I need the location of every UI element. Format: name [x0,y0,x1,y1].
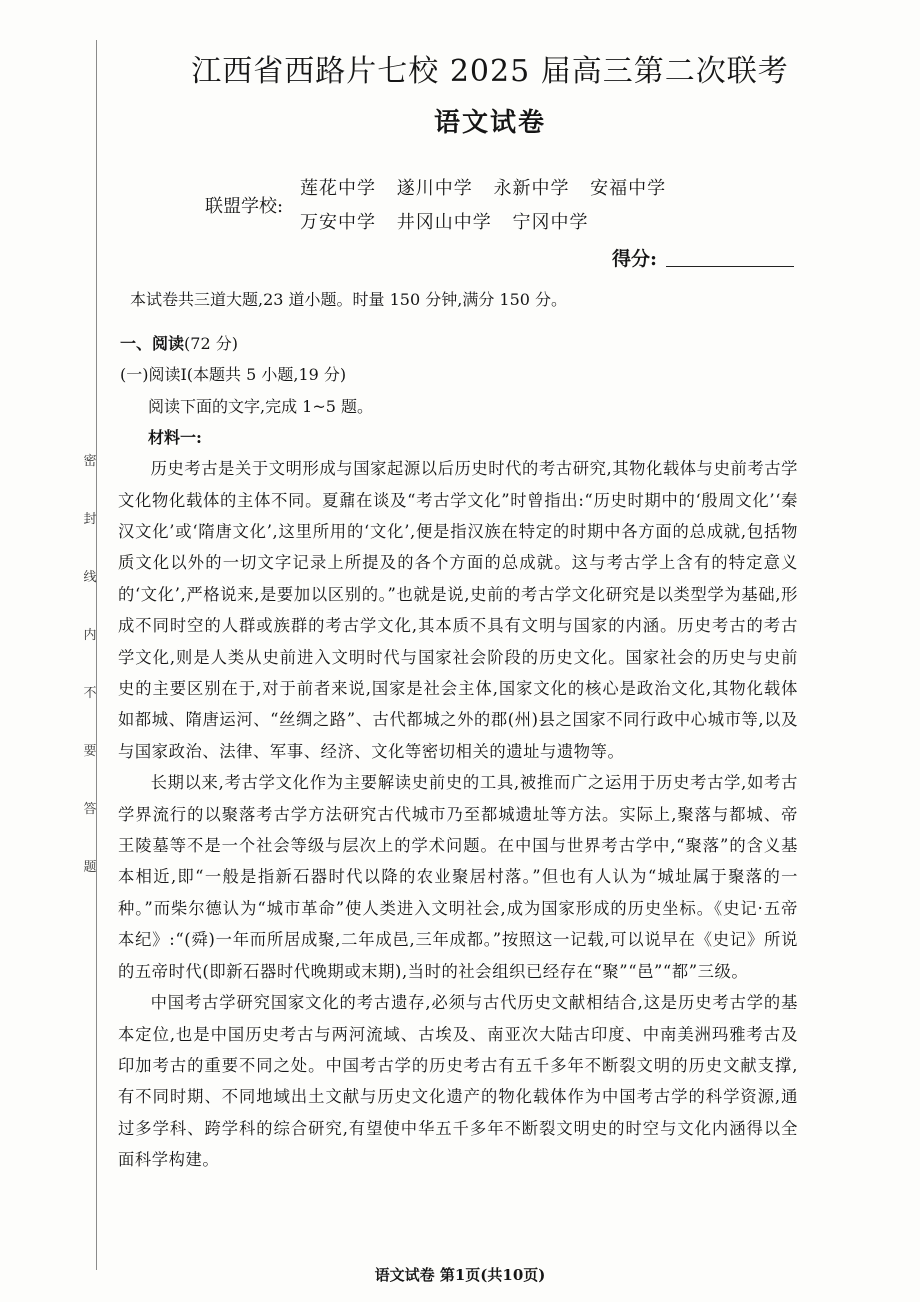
binding-mark: 内 [83,628,97,643]
paragraph-1: 历史考古是关于文明形成与国家起源以后历史时代的考古研究,其物化载体与史前考古学文化物化载体的主体不同。夏鼐在谈及“考古学文化”时曾指出:“历史时期中的‘殷周文化’‘秦汉文化’或‘隋唐文化’,这里所用的‘文化’,便是指汉族在特定的时期中各方面的总成就,包括物质文化以外的一切文字记录上所提及的各个方面的总成就。这与考古学上含有的特定意义的‘文化’,严格说来,是要加以区别的。”也就是说,史前的考古学文化研究是以类型学为基础,形成不同时空的人群或族群的考古学文化,其本质不具有文明与国家的内涵。历史考古的考古学文化,则是人类从史前进入文明时代与国家社会阶段的历史文化。国家社会的历史与史前史的主要区别在于,对于前者来说,国家是社会主体,国家文化的核心是政治文化,其物化载体如都城、隋唐运河、“丝绸之路”、古代都城之外的郡(州)县之国家不同行政中心城市等,以及与国家政治、法律、军事、经济、文化等密切相关的遗址与遗物等。 [118,459,798,761]
page-footer: 语文试卷 第1页(共10页) [374,1266,546,1284]
binding-marks [80,450,100,914]
section-heading [118,328,798,359]
binding-mark: 题 [83,860,97,875]
binding-mark: 线 [83,570,97,585]
paragraph-2: 长期以来,考古学文化作为主要解读史前史的工具,被推而广之运用于历史考古学,如考古学界流行的以聚落考古学方法研究古代城市乃至都城遗址等方法。实际上,聚落与都城、帝王陵墓等不是一个社会等级与层次上的学术问题。在中国与世界考古学中,“聚落”的含义基本相近,即“一般是指新石器时代以降的农业聚居村落。”但也有人认为“城址属于聚落的一种。”而柴尔德认为“城市革命”使人类进入文明社会,成为国家形成的历史坐标。《史记·五帝本纪》:“(舜)一年而所居成聚,二年成邑,三年成都。”按照这一记载,可以说早在《史记》所说的五帝时代(即新石器时代晚期或末期),当时的社会组织已经存在“聚”“邑”“都”三级。 [118,773,798,981]
section-directions: 阅读下面的文字,完成 1~5 题。 [148,396,374,416]
binding-mark: 不 [83,686,97,701]
binding-mark: 答 [83,802,97,817]
section-heading-text: 一、阅读 [120,334,185,353]
exam-subtitle: 语文试卷 [433,108,546,138]
reading-section [118,328,798,1176]
schools-row-2: 万安中学 井冈山中学 宁冈中学 [300,212,589,233]
score-label: 得分: [612,248,658,270]
section-subheading: (一)阅读Ⅰ(本题共 5 小题,19 分) [120,365,347,385]
section-heading-points: (72 分) [184,334,238,353]
binding-mark: 要 [83,744,97,759]
binding-mark: 封 [83,512,97,527]
paragraph-3: 中国考古学研究国家文化的考古遗存,必须与古代历史文献相结合,这是历史考古学的基本定位,也是中国历史考古与两河流域、古埃及、南亚次大陆古印度、中南美洲玛雅考古及印加考古的重要不同之处。中国考古学的历史考古有五千多年不断裂文明的历史文献支撑,有不同时期、不同地域出土文献与历史文化遗产的物化载体作为中国考古学的科学资源,通过多学科、跨学科的综合研究,有望使中华五千多年不断裂文明史的时空与文化内涵得以全面科学构建。 [118,993,798,1170]
instructions: 本试卷共三道大题,23 道小题。时量 150 分钟,满分 150 分。 [130,290,568,309]
schools-row-1: 莲花中学 遂川中学 永新中学 安福中学 [300,178,667,199]
score-field[interactable] [666,266,794,267]
schools-label: 联盟学校: [205,196,284,217]
material-label: 材料一: [148,427,202,447]
exam-title: 江西省西路片七校 2025 届高三第二次联考 [191,54,789,89]
binding-mark: 密 [83,454,97,469]
